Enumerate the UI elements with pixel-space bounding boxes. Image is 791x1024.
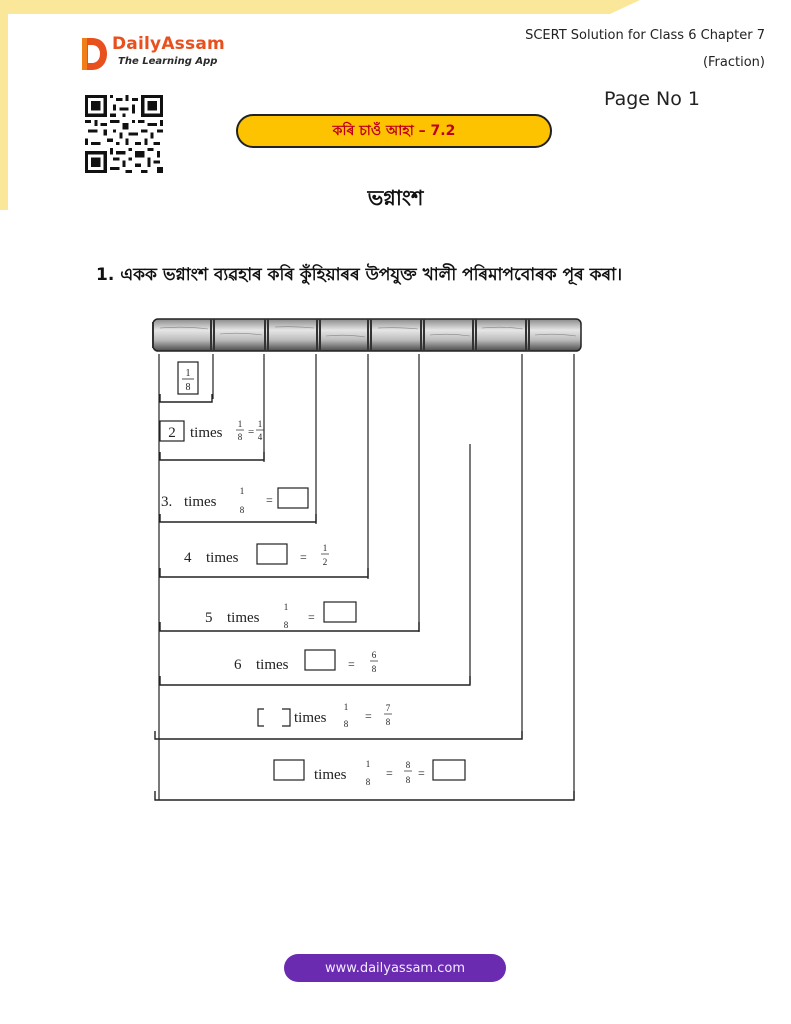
header-info <box>525 22 765 76</box>
unit-fraction-row <box>178 362 198 394</box>
row-num: 1 <box>283 602 289 612</box>
row-eq: = <box>308 610 315 624</box>
row-eq: = <box>386 766 393 780</box>
unit-num: 1 <box>185 368 191 379</box>
row-den: 8 <box>283 620 289 630</box>
row-eq-2: = <box>418 766 425 780</box>
row-num: 1 <box>365 759 371 769</box>
row-eq: = <box>348 657 355 671</box>
row-count: 6 <box>234 657 242 673</box>
page-number: Page No 1 <box>604 88 701 110</box>
row-word: times <box>294 710 327 726</box>
header-chapter: (Fraction) <box>702 55 765 70</box>
row-5-times <box>205 602 356 630</box>
row-res-den: 8 <box>385 717 391 727</box>
answer-box[interactable] <box>274 760 304 780</box>
brand-name: DailyAssam <box>112 34 225 54</box>
row-num: 1 <box>343 702 349 712</box>
answer-box[interactable] <box>305 650 335 670</box>
answer-box[interactable] <box>258 709 290 726</box>
row-res-num: 1 <box>257 419 263 429</box>
row-word: times <box>184 494 217 510</box>
row-3-times <box>161 486 308 515</box>
logo-d-icon <box>80 36 108 72</box>
sugarcane <box>153 319 581 351</box>
row-res-num: 8 <box>405 760 411 770</box>
row-res-den: 4 <box>257 432 263 442</box>
row-word: times <box>227 610 260 626</box>
section-pill: কৰি চাওঁ আহা – 7.2 <box>236 114 552 148</box>
row-eq: = <box>300 550 307 564</box>
row-den: 8 <box>237 432 243 442</box>
row-count: 3. <box>161 494 173 510</box>
row-res-den: 8 <box>405 775 411 785</box>
unit-den: 8 <box>185 382 191 393</box>
brand-tagline: The Learning App <box>118 56 218 67</box>
footer-url-link[interactable]: www.dailyassam.com <box>284 954 506 982</box>
row-eq: = <box>266 493 273 507</box>
row-4-times <box>184 543 329 567</box>
brand-logo <box>80 34 250 74</box>
row-res-num: 6 <box>371 650 377 660</box>
answer-box[interactable] <box>257 544 287 564</box>
subject-title: ভগ্নাংশ <box>367 186 424 210</box>
row-word: times <box>190 425 223 441</box>
question-text: 1. একক ভগ্নাংশ ব্যৱহাৰ কৰি কুঁহিয়াৰৰ উপযুক্ত খালী পৰিমাপবোৰক পূৰ কৰা। <box>96 265 623 285</box>
qr-code-icon[interactable] <box>85 95 163 173</box>
row-res-num: 7 <box>385 703 391 713</box>
row-word: times <box>206 550 239 566</box>
row-eq: = <box>365 709 372 723</box>
row-num: 1 <box>239 486 245 496</box>
row-res-den: 2 <box>322 557 328 567</box>
row-den: 8 <box>239 505 245 515</box>
row-count: 2 <box>168 425 176 441</box>
row-res-den: 8 <box>371 664 377 674</box>
row-blank-times-seven <box>258 702 392 729</box>
row-num: 1 <box>237 419 243 429</box>
row-blank-times-eight <box>274 759 465 787</box>
header-course: SCERT Solution for Class 6 Chapter 7 <box>525 28 765 43</box>
row-2-times <box>160 419 264 442</box>
row-count: 5 <box>205 610 213 626</box>
row-6-times <box>234 650 378 674</box>
sugarcane-fraction-figure <box>150 314 590 814</box>
row-word: times <box>314 767 347 783</box>
row-res-num: 1 <box>322 543 328 553</box>
row-den: 8 <box>343 719 349 729</box>
row-count: 4 <box>184 550 192 566</box>
answer-box[interactable] <box>278 488 308 508</box>
answer-box[interactable] <box>324 602 356 622</box>
row-eq: = <box>248 426 255 438</box>
row-word: times <box>256 657 289 673</box>
answer-box[interactable] <box>433 760 465 780</box>
row-den: 8 <box>365 777 371 787</box>
